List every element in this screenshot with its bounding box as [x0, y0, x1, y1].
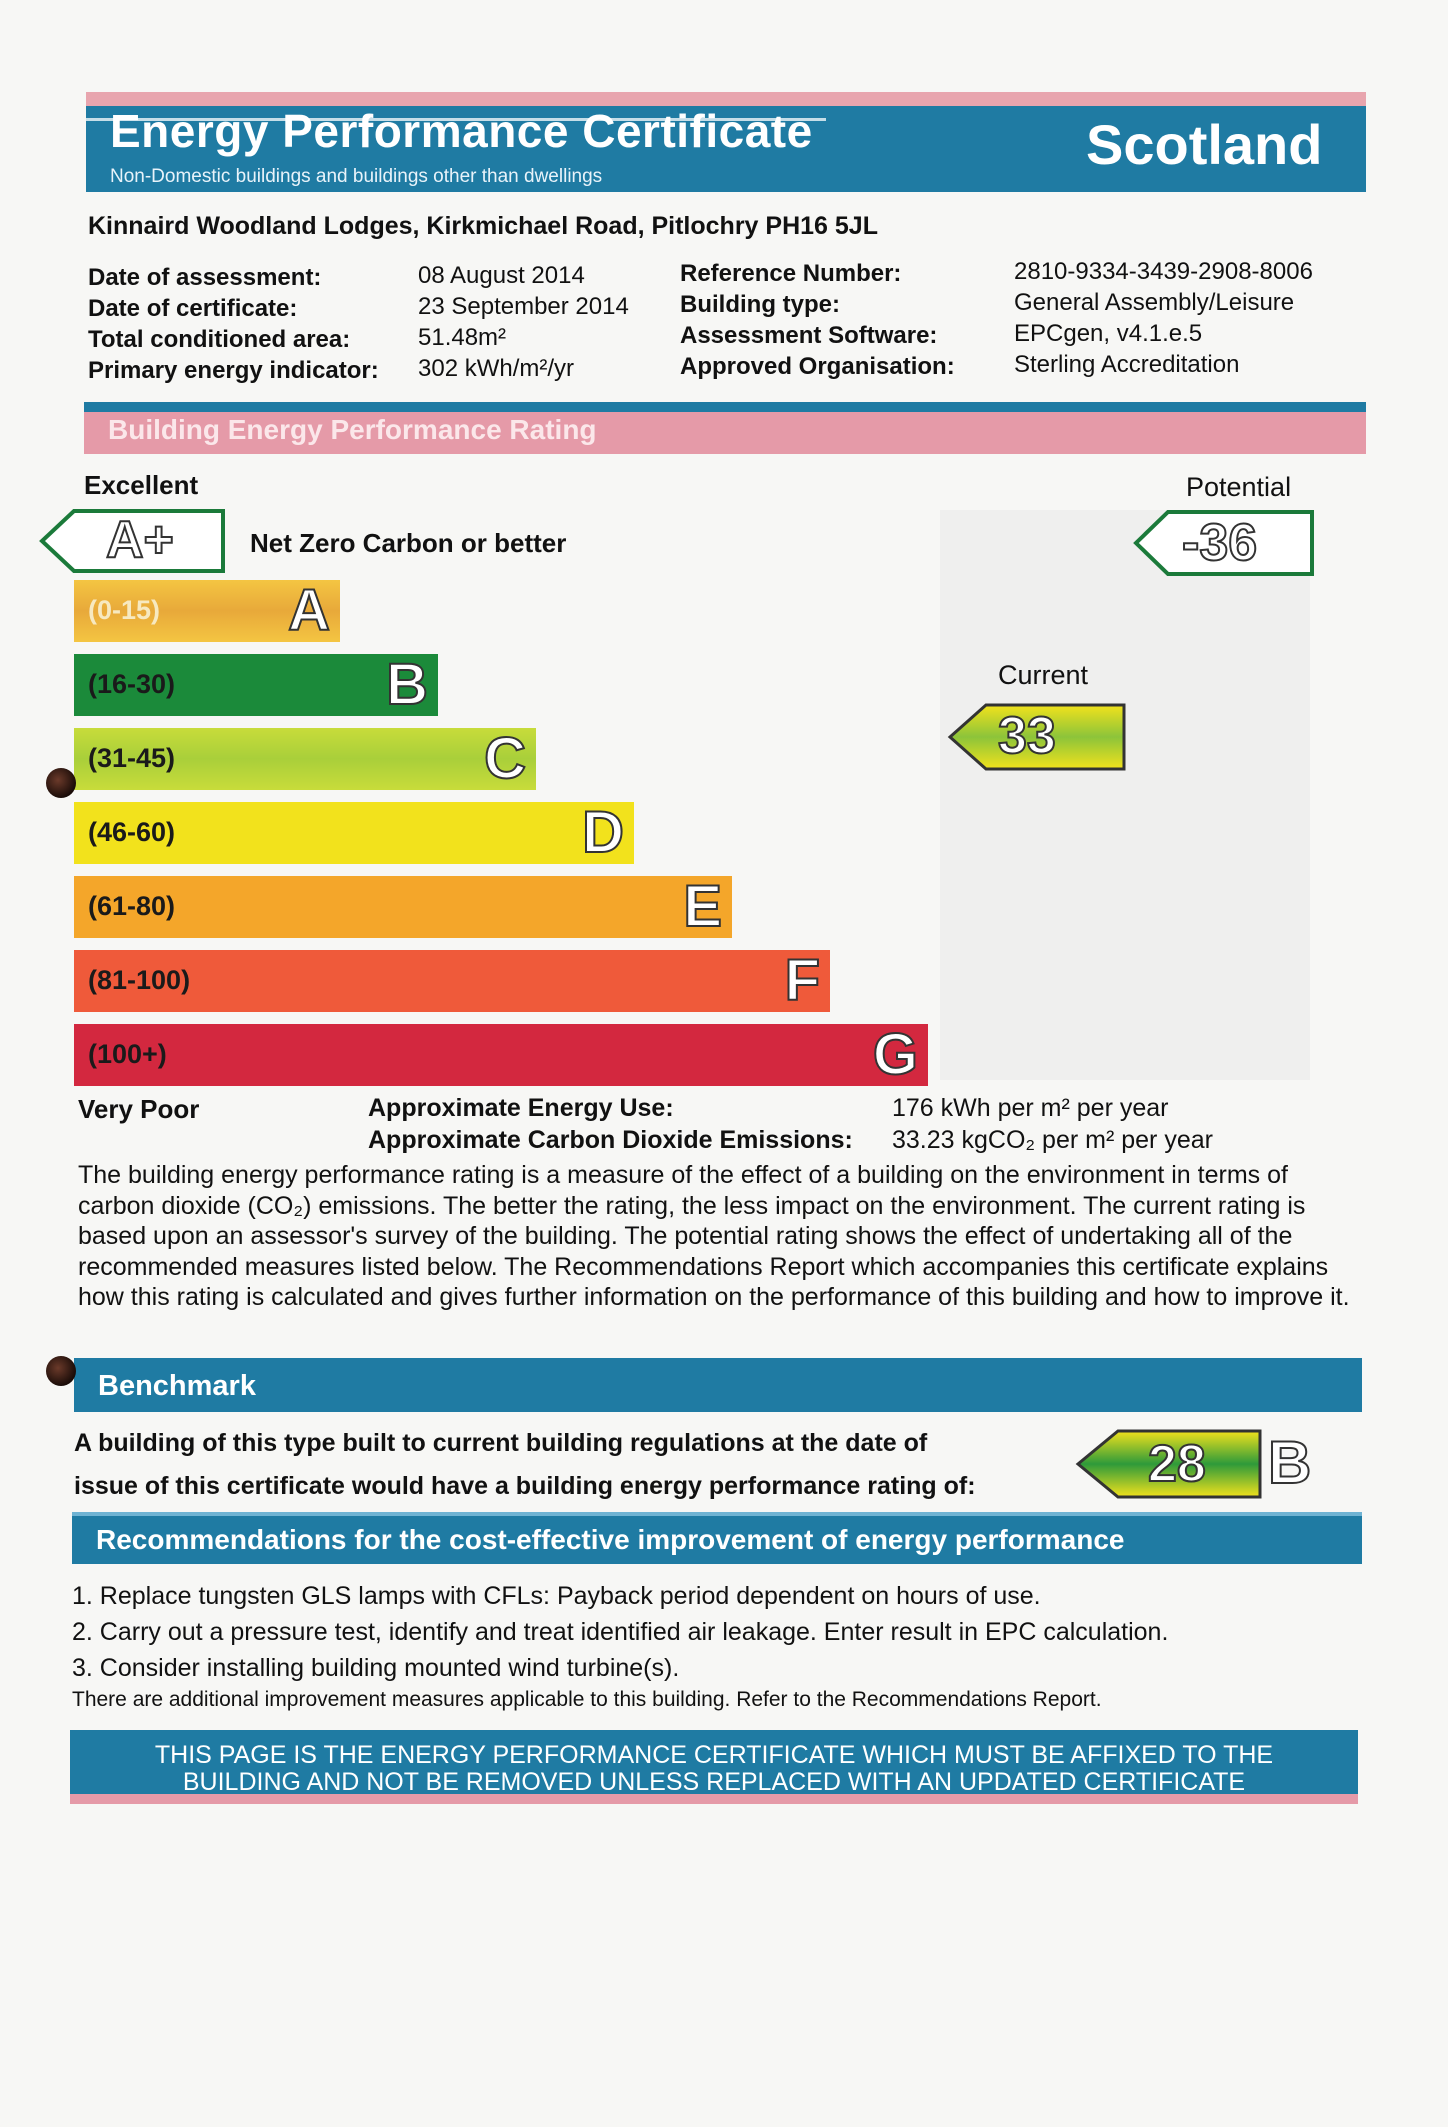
rating-description: The building energy performance rating is a measure of the effect of a building on the environment in terms of carbon dioxide (CO₂) emissions. The better the rating, the less impact on the environment. The current rating is based upon an assessor's survey of the building. The potential rating shows the effect of undertaking all of the recommended measures listed below. The Recommendations Report which accompanies this certificate explains how this rating is calculated and gives further information on the performance of this building and how to improve it.	[78, 1161, 1350, 1311]
benchmark-arrow	[1074, 1428, 1264, 1500]
recommendations-rule	[72, 1512, 1362, 1516]
country-name: Scotland	[1086, 113, 1323, 176]
benchmark-line-2: issue of this certificate would have a building energy performance rating of:	[74, 1472, 976, 1500]
detail-label: Date of certificate:	[88, 295, 298, 322]
potential-label: Potential	[1186, 472, 1292, 502]
footer-notice	[70, 1742, 1358, 1796]
detail-value: General Assembly/Leisure	[1014, 289, 1295, 316]
band-letter: B	[386, 652, 428, 717]
detail-label: Total conditioned area:	[88, 326, 351, 353]
rating-band-c	[74, 728, 536, 790]
detail-label: Approved Organisation:	[680, 353, 955, 380]
details-left-labels	[88, 262, 379, 386]
detail-value: EPCgen, v4.1.e.5	[1014, 320, 1203, 347]
benchmark-line-1: A building of this type built to current building regulations at the date of	[74, 1429, 928, 1457]
benchmark-banner	[74, 1358, 1362, 1412]
aplus-text: Net Zero Carbon or better	[250, 528, 567, 558]
band-range: (100+)	[88, 1039, 167, 1069]
co2-value: 33.23 kgCO₂ per m² per year	[892, 1126, 1213, 1154]
band-range: (81-100)	[88, 965, 191, 995]
detail-label: Assessment Software:	[680, 322, 938, 349]
band-letter: D	[582, 800, 624, 865]
rating-section-title: Building Energy Performance Rating	[108, 414, 597, 445]
footer-line-1: THIS PAGE IS THE ENERGY PERFORMANCE CERTIFICATE WHICH MUST BE AFFIXED TO THE	[154, 1741, 1274, 1769]
punch-hole	[46, 768, 76, 798]
list-item: 2. Carry out a pressure test, identify and treat identified air leakage. Enter result in EPC calculation.	[72, 1618, 1169, 1646]
aplus-arrow	[38, 508, 226, 574]
potential-arrow	[1132, 508, 1316, 578]
band-letter: E	[683, 874, 722, 939]
detail-value: 23 September 2014	[418, 293, 629, 320]
energy-use-label: Approximate Energy Use:	[368, 1094, 674, 1122]
building-address: Kinnaird Woodland Lodges, Kirkmichael Road, Pitlochry PH16 5JL	[88, 212, 878, 240]
band-range: (61-80)	[88, 891, 176, 921]
band-range: (16-30)	[88, 669, 176, 699]
band-letter: A	[288, 578, 330, 643]
energy-use-value: 176 kWh per m² per year	[892, 1094, 1169, 1122]
aplus-letter: A+	[106, 511, 174, 569]
punch-hole	[46, 1356, 76, 1386]
band-letter: G	[872, 1022, 918, 1087]
benchmark-title: Benchmark	[98, 1370, 256, 1402]
band-letter: C	[484, 726, 526, 791]
detail-label: Reference Number:	[680, 260, 902, 287]
rating-band-e	[74, 876, 732, 938]
certificate-title: Energy Performance Certificate	[110, 105, 813, 157]
rating-band-d	[74, 802, 634, 864]
detail-value: 2810-9334-3439-2908-8006	[1014, 258, 1313, 285]
band-range: (46-60)	[88, 817, 176, 847]
list-item: 1. Replace tungsten GLS lamps with CFLs: Payback period dependent on hours of use.	[72, 1582, 1041, 1610]
rating-band-rule	[84, 402, 1366, 412]
rating-band-a	[74, 580, 340, 642]
current-value: 33	[998, 707, 1056, 765]
recommendations-title: Recommendations for the cost-effective improvement of energy performance	[96, 1524, 1125, 1555]
list-item: 3. Consider installing building mounted wind turbine(s).	[72, 1654, 680, 1682]
details-left-values	[418, 260, 629, 384]
band-letter: F	[784, 948, 820, 1013]
rating-band-f	[74, 950, 830, 1012]
detail-value: 302 kWh/m²/yr	[418, 355, 575, 382]
recommendations-list	[72, 1578, 1168, 1686]
detail-label: Date of assessment:	[88, 264, 322, 291]
detail-value: Sterling Accreditation	[1014, 351, 1240, 378]
benchmark-value: 28	[1148, 1435, 1206, 1493]
current-arrow	[946, 702, 1128, 772]
excellent-label: Excellent	[84, 470, 199, 500]
rating-band-g	[74, 1024, 928, 1086]
detail-label: Primary energy indicator:	[88, 357, 379, 384]
certificate-subtitle: Non-Domestic buildings and buildings other than dwellings	[110, 166, 603, 187]
band-range: (0-15)	[88, 595, 161, 625]
footer-line-2: BUILDING AND NOT BE REMOVED UNLESS REPLACED WITH AN UPDATED CERTIFICATE	[182, 1768, 1246, 1796]
detail-value: 51.48m²	[418, 324, 507, 351]
very-poor-label: Very Poor	[78, 1094, 200, 1124]
details-right-labels	[680, 258, 955, 382]
detail-label: Building type:	[680, 291, 840, 318]
co2-label: Approximate Carbon Dioxide Emissions:	[368, 1126, 853, 1154]
rating-shaded-column	[940, 510, 1310, 1080]
benchmark-letter: B	[1268, 1429, 1312, 1496]
band-range: (31-45)	[88, 743, 176, 773]
benchmark-text	[74, 1422, 976, 1508]
details-right-values	[1014, 256, 1313, 380]
potential-value: -36	[1182, 514, 1258, 572]
recommendations-note: There are additional improvement measures applicable to this building. Refer to the Recommendations Report.	[72, 1688, 1102, 1711]
detail-value: 08 August 2014	[418, 262, 585, 289]
rating-band-b	[74, 654, 438, 716]
current-label: Current	[998, 660, 1089, 690]
